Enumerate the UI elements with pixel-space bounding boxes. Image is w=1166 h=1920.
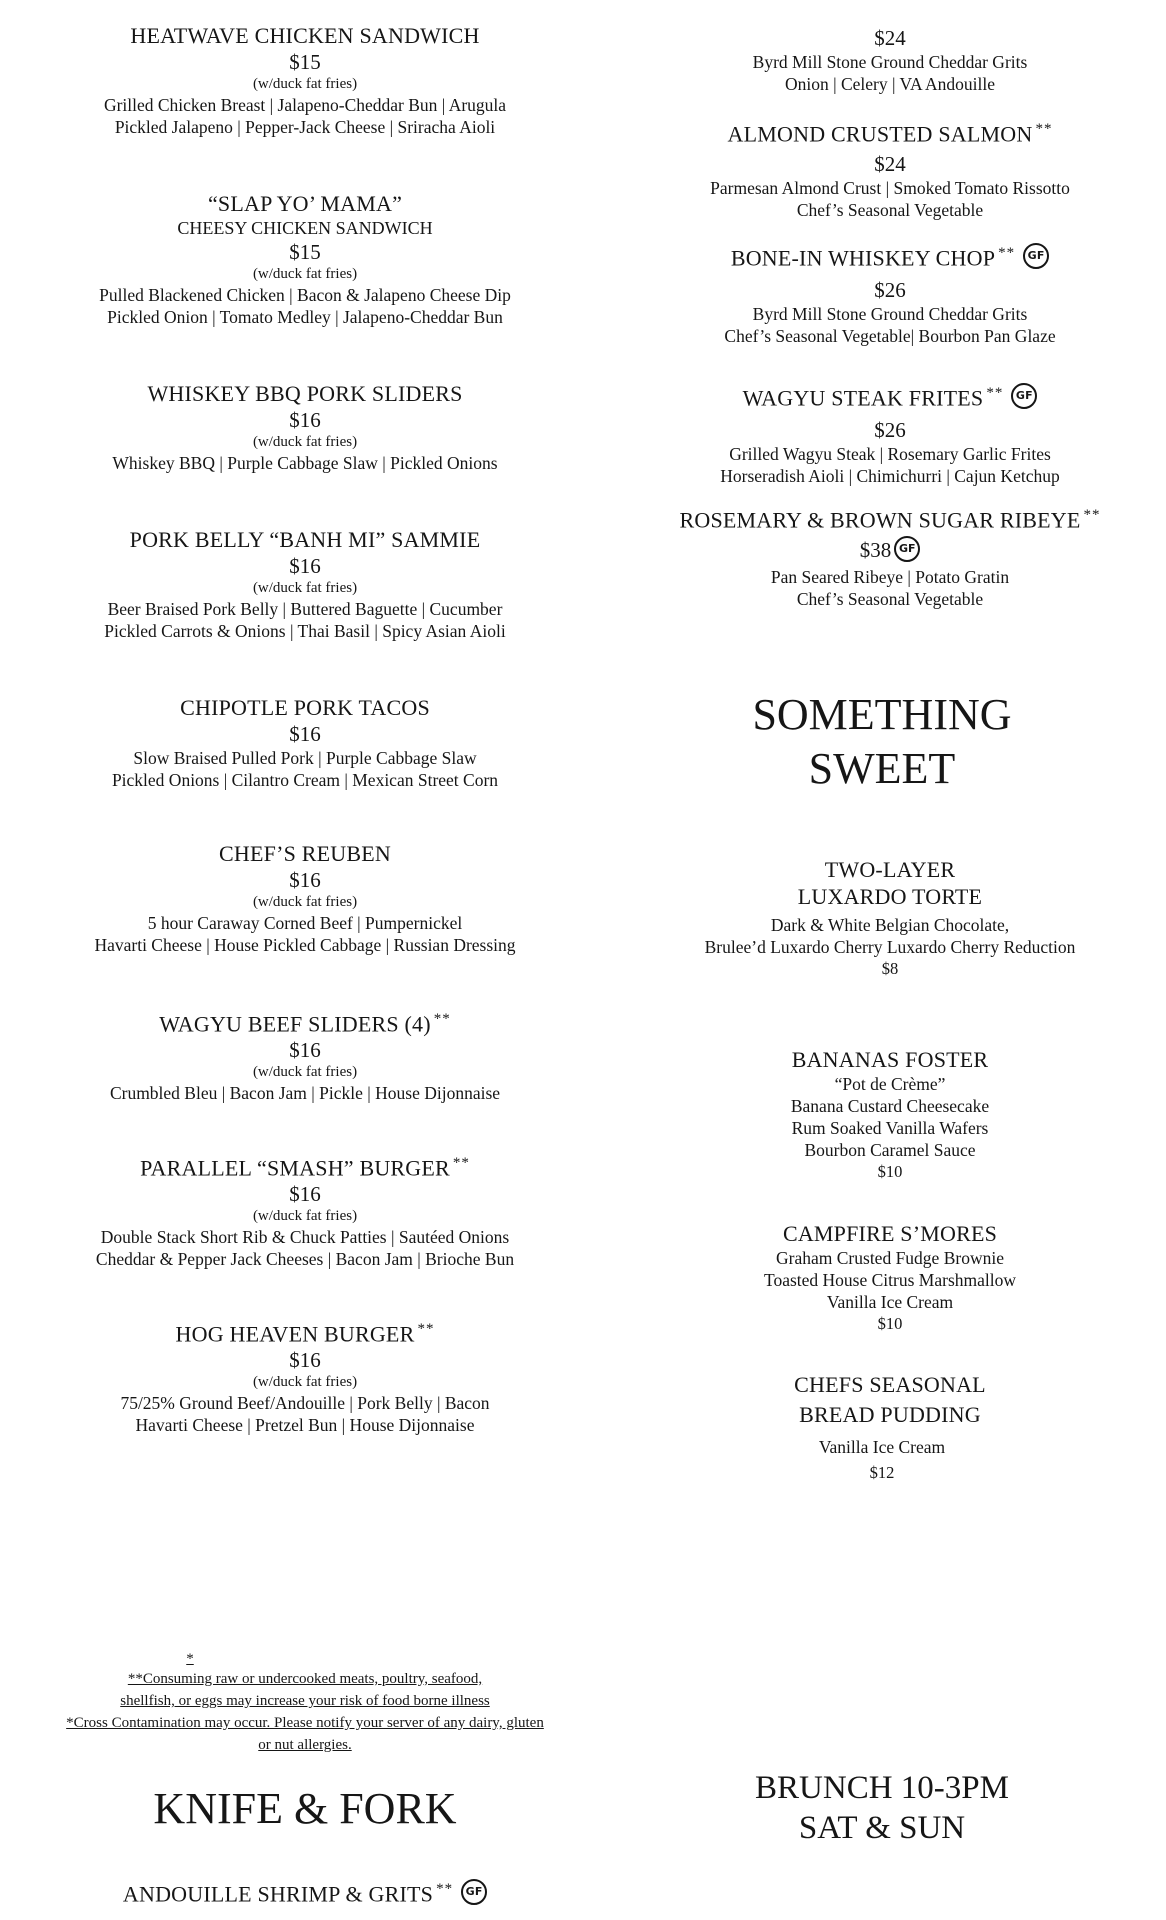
item-name-row <box>640 502 1140 533</box>
item-note: (w/duck fat fries) <box>252 894 358 910</box>
item-note: (w/duck fat fries) <box>252 580 358 596</box>
item-description: Pickled Onion | Tomato Medley | Jalapeno-Cheddar Bun <box>107 307 503 327</box>
item-description: Onion | Celery | VA Andouille <box>784 74 996 94</box>
item-description: Slow Braised Pulled Pork | Purple Cabbage Slaw <box>133 748 477 768</box>
item-description: Pulled Blackened Chicken | Bacon & Jalapeno Cheese Dip <box>99 285 511 305</box>
brunch-line: BRUNCH 10-3PM <box>755 1770 1009 1806</box>
section-heading: SWEET <box>808 744 956 793</box>
item-description: Rum Soaked Vanilla Wafers <box>791 1118 989 1138</box>
menu-item-smash-burger <box>0 1150 610 1270</box>
item-name: WAGYU BEEF SLIDERS (4) <box>159 1011 431 1037</box>
item-name: HEATWAVE CHICKEN SANDWICH <box>130 23 480 48</box>
item-name: HOG HEAVEN BURGER <box>175 1321 415 1347</box>
item-name: WHISKEY BBQ PORK SLIDERS <box>147 381 463 406</box>
item-stars: ** <box>998 245 1016 261</box>
item-description: Grilled Wagyu Steak | Rosemary Garlic Frites <box>729 444 1051 465</box>
section-heading: KNIFE & FORK <box>153 1784 457 1833</box>
item-description: Pan Seared Ribeye | Potato Gratin <box>770 566 1010 587</box>
item-note: (w/duck fat fries) <box>252 76 358 92</box>
item-description: Byrd Mill Stone Ground Cheddar Grits <box>752 304 1028 325</box>
item-description: Graham Crusted Fudge Brownie <box>776 1248 1004 1268</box>
item-price: $12 <box>869 1463 895 1482</box>
item-name-row <box>0 1006 610 1037</box>
item-description: Pickled Carrots & Onions | Thai Basil | Spicy Asian Aioli <box>104 621 506 641</box>
item-price: $38 <box>859 538 892 563</box>
item-description: Toasted House Citrus Marshmallow <box>763 1270 1016 1290</box>
item-price: $10 <box>877 1162 903 1181</box>
item-description: Vanilla Ice Cream <box>826 1292 954 1312</box>
item-name: ANDOUILLE SHRIMP & GRITS <box>122 1881 434 1907</box>
item-name: CHEFS SEASONAL <box>794 1372 986 1397</box>
menu-item-reuben <box>0 840 610 956</box>
item-name: PORK BELLY “BANH MI” SAMMIE <box>129 527 481 552</box>
menu-item-pork-tacos <box>0 694 610 791</box>
item-name-row <box>0 1316 610 1347</box>
item-description: “Pot de Crème” <box>834 1074 946 1094</box>
item-subtitle: CHEESY CHICKEN SANDWICH <box>177 218 433 238</box>
item-price-row <box>640 537 1140 565</box>
item-description: Byrd Mill Stone Ground Cheddar Grits <box>752 52 1028 72</box>
item-name-row <box>0 1150 610 1181</box>
item-price: $16 <box>289 1038 321 1063</box>
item-name-row <box>640 116 1140 147</box>
item-note: (w/duck fat fries) <box>252 434 358 450</box>
menu-item-shrimp-grits <box>0 1876 610 1909</box>
item-name: WAGYU STEAK FRITES <box>742 385 984 411</box>
dessert-smores <box>640 1220 1140 1335</box>
item-price: $26 <box>874 418 906 443</box>
disclaimer-line: shellfish, or eggs may increase your risk of food borne illness <box>120 1693 490 1709</box>
menu-item-wagyu-frites <box>640 380 1140 487</box>
item-description: Bourbon Caramel Sauce <box>804 1140 976 1160</box>
item-price: $26 <box>874 278 906 303</box>
item-name: TWO-LAYER <box>824 857 956 882</box>
item-price: $8 <box>881 959 899 978</box>
item-name-row <box>640 240 1140 273</box>
item-description: Whiskey BBQ | Purple Cabbage Slaw | Pickled Onions <box>112 453 498 473</box>
item-name: ALMOND CRUSTED SALMON <box>727 121 1033 147</box>
menu-item-wagyu-sliders <box>0 1006 610 1104</box>
menu-item-ribeye <box>640 502 1140 610</box>
disclaimer-line: or nut allergies. <box>258 1737 352 1753</box>
item-name: ROSEMARY & BROWN SUGAR RIBEYE <box>679 507 1081 533</box>
brunch-hours <box>624 1768 1140 1848</box>
item-name: BANANAS FOSTER <box>791 1047 989 1072</box>
item-price: $16 <box>289 408 321 432</box>
item-note: (w/duck fat fries) <box>252 1374 358 1391</box>
item-stars: ** <box>436 1881 454 1897</box>
item-description: 75/25% Ground Beef/Andouille | Pork Belly | Bacon <box>120 1393 490 1414</box>
menu-item-shrimp-grits-cont <box>640 25 1140 95</box>
item-price: $15 <box>289 240 321 264</box>
item-description: Beer Braised Pork Belly | Buttered Baguette | Cucumber <box>107 599 503 619</box>
disclaimer-line: **Consuming raw or undercooked meats, poultry, seafood, <box>127 1671 483 1687</box>
menu-item-whiskey-chop <box>640 240 1140 347</box>
gluten-free-icon: GF <box>1011 383 1037 409</box>
item-name: CHIPOTLE PORK TACOS <box>180 695 430 720</box>
item-price: $24 <box>874 152 906 177</box>
item-price: $16 <box>289 868 321 892</box>
item-name: PARALLEL “SMASH” BURGER <box>140 1155 450 1181</box>
item-name-row <box>0 1876 610 1909</box>
item-description: Pickled Jalapeno | Pepper-Jack Cheese | Sriracha Aioli <box>114 117 496 137</box>
dessert-bananas-foster <box>640 1046 1140 1183</box>
something-sweet-heading <box>624 688 1140 796</box>
item-description: Double Stack Short Rib & Chuck Patties | Sautéed Onions <box>100 1227 510 1248</box>
item-name: BREAD PUDDING <box>799 1402 981 1427</box>
item-description: Grilled Chicken Breast | Jalapeno-Cheddar Bun | Arugula <box>103 95 507 115</box>
knife-fork-section <box>0 1782 610 1836</box>
item-description: Parmesan Almond Crust | Smoked Tomato Rissotto <box>710 178 1070 199</box>
section-heading: SOMETHING <box>752 690 1012 739</box>
item-name: CHEF’S REUBEN <box>219 841 391 866</box>
item-stars: ** <box>986 385 1004 401</box>
item-description: Chef’s Seasonal Vegetable <box>796 588 984 609</box>
item-stars: ** <box>433 1011 451 1027</box>
item-description: Dark & White Belgian Chocolate, <box>770 915 1010 935</box>
brunch-line: SAT & SUN <box>798 1810 966 1846</box>
gluten-free-icon: GF <box>894 536 920 562</box>
item-description: Vanilla Ice Cream <box>818 1437 946 1457</box>
item-description: Crumbled Bleu | Bacon Jam | Pickle | House Dijonnaise <box>109 1083 501 1104</box>
item-description: Chef’s Seasonal Vegetable| Bourbon Pan Glaze <box>724 326 1056 347</box>
item-name: “SLAP YO’ MAMA” <box>207 191 403 216</box>
item-stars: ** <box>452 1155 470 1171</box>
menu-item-salmon <box>640 116 1140 221</box>
allergy-disclaimer <box>0 1650 610 1756</box>
item-price: $16 <box>289 1348 321 1373</box>
disclaimer-mark: * <box>186 1651 194 1667</box>
item-note: (w/duck fat fries) <box>252 1064 358 1081</box>
item-description: 5 hour Caraway Corned Beef | Pumpernickel <box>147 913 463 933</box>
item-price: $15 <box>289 50 321 74</box>
menu-item-banh-mi <box>0 526 610 642</box>
dessert-bread-pudding <box>640 1370 1140 1484</box>
item-description: Horseradish Aioli | Chimichurri | Cajun Ketchup <box>720 466 1060 487</box>
item-name-row <box>640 380 1140 413</box>
dessert-luxardo-torte <box>640 856 1140 980</box>
menu-item-heatwave <box>0 22 610 138</box>
item-price: $24 <box>874 26 906 50</box>
item-name: LUXARDO TORTE <box>797 884 983 909</box>
item-description: Brulee’d Luxardo Cherry Luxardo Cherry Reduction <box>704 937 1076 957</box>
menu-item-hog-heaven <box>0 1316 610 1436</box>
item-price: $16 <box>289 722 321 746</box>
gluten-free-icon: GF <box>461 1879 487 1905</box>
disclaimer-line: *Cross Contamination may occur. Please notify your server of any dairy, gluten <box>66 1715 544 1731</box>
item-description: Havarti Cheese | House Pickled Cabbage | Russian Dressing <box>94 935 516 955</box>
item-price: $16 <box>289 1182 321 1207</box>
gluten-free-icon: GF <box>1023 243 1049 269</box>
item-name: BONE-IN WHISKEY CHOP <box>730 245 996 271</box>
item-price: $10 <box>877 1314 903 1333</box>
menu-item-bbq-sliders <box>0 380 610 474</box>
item-price: $16 <box>289 554 321 578</box>
item-description: Chef’s Seasonal Vegetable <box>796 200 984 221</box>
item-note: (w/duck fat fries) <box>252 1208 358 1225</box>
item-stars: ** <box>1083 507 1101 523</box>
item-description: Cheddar & Pepper Jack Cheeses | Bacon Jam | Brioche Bun <box>95 1249 515 1270</box>
item-description: Havarti Cheese | Pretzel Bun | House Dijonnaise <box>135 1415 475 1436</box>
item-description: Pickled Onions | Cilantro Cream | Mexican Street Corn <box>111 770 499 790</box>
item-stars: ** <box>1035 121 1053 137</box>
item-name: CAMPFIRE S’MORES <box>782 1221 998 1246</box>
menu-item-slap-yo-mama <box>0 190 610 328</box>
item-stars: ** <box>417 1321 435 1337</box>
item-description: Banana Custard Cheesecake <box>790 1096 990 1116</box>
item-note: (w/duck fat fries) <box>252 266 358 282</box>
